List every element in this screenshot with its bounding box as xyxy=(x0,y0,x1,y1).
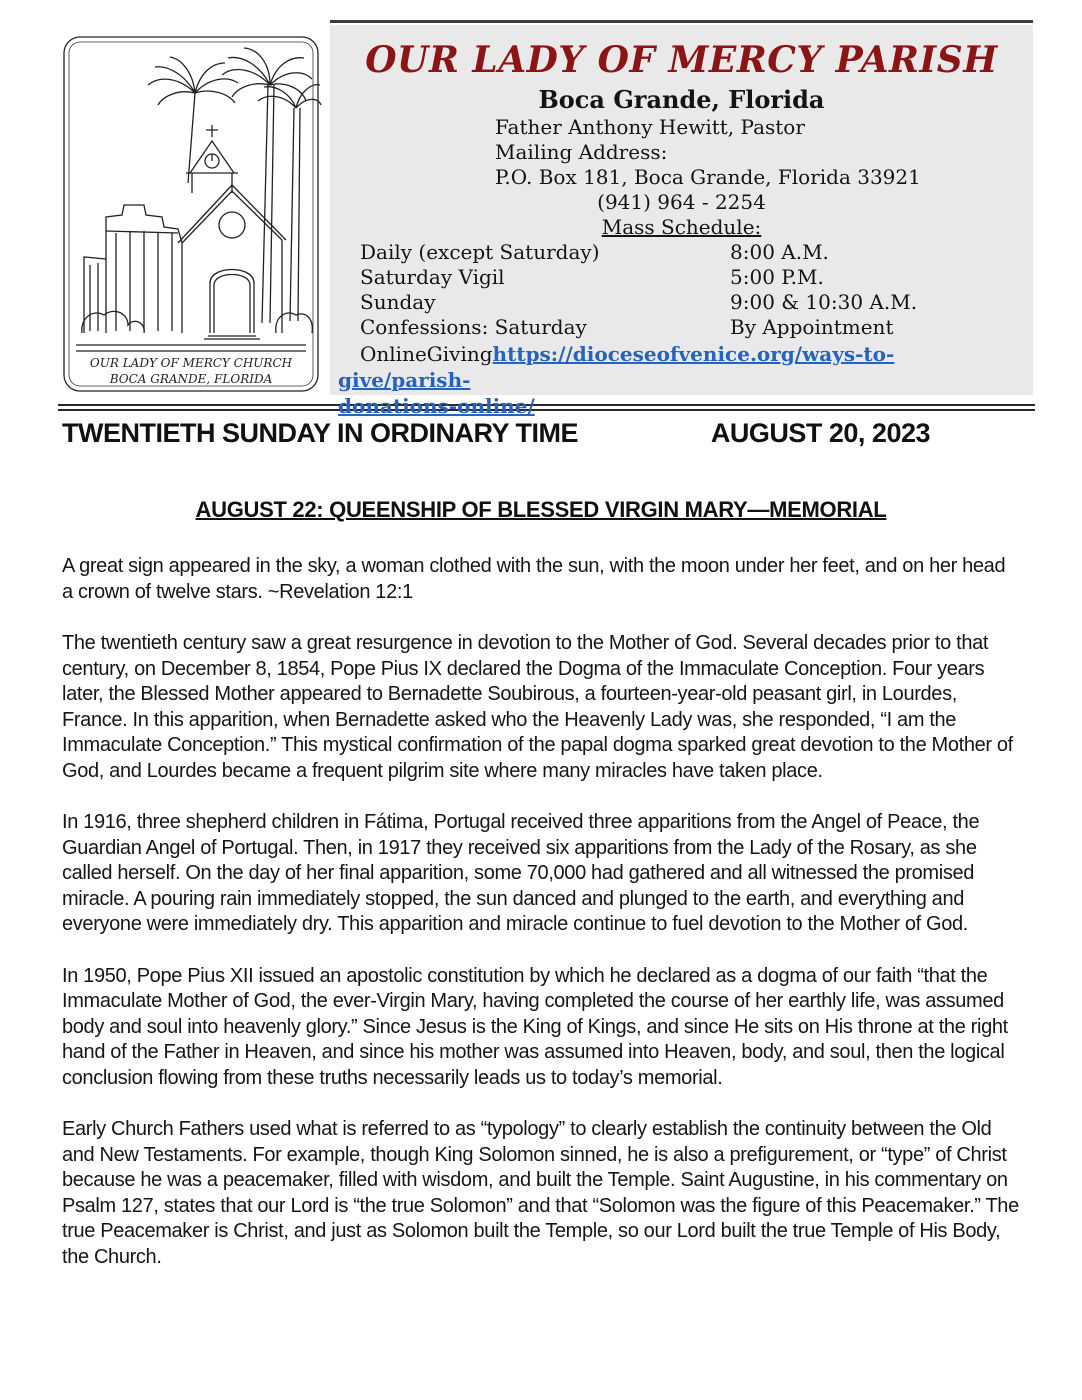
schedule-value: By Appointment xyxy=(730,315,894,339)
header-top-rule xyxy=(330,20,1033,23)
schedule-value: 5:00 P.M. xyxy=(730,265,824,289)
article-paragraph: Early Church Fathers used what is referred to as “typology” to clearly establish the continuity between the Old and New Testaments. For example, though King Solomon sinned, he is also a prefigurement, or “type” of Christ because he was a peacemaker, filled with wisdom, and built the Temple. Saint Augustine, in his commentary on Psalm 127, states that our Lord is “the true Solomon” and that “Solomon was the figure of this Peacemaker.” The true Peacemaker is Christ, and just as Solomon built the Temple, so our Lord built the true Temple of His Body, the Church. xyxy=(62,1118,1019,1268)
church-illustration xyxy=(60,33,322,395)
masthead xyxy=(62,418,1035,449)
bell-tower-icon xyxy=(186,125,238,193)
schedule-label: Confessions: Saturday xyxy=(360,315,587,339)
illustration-caption-line1: OUR LADY OF MERCY CHURCH xyxy=(89,356,293,370)
article-paragraph: The twentieth century saw a great resurgence in devotion to the Mother of God. Several decades prior to that century, on December 8, 1854, Pope Pius IX declared the Dogma of the Immaculate Conception. Four years later, the Blessed Mother appeared to Bernadette Soubirous, a fourteen-year-old peasant girl, in Lourdes, France. In this apparition, when Bernadette asked who the Heavenly Lady was, she responded, “I am the Immaculate Conception.” This mystical confirmation of the papal dogma sparked great devotion to the Mother of God, and Lourdes became a frequent pilgrim site where many miracles have taken place. xyxy=(62,632,1013,782)
article-paragraph: In 1916, three shepherd children in Fátima, Portugal received three apparitions from the Angel of Peace, the Guardian Angel of Portugal. Then, in 1917 they received six apparitions from the Lady of the Rosary, as she called herself. On the day of her final apparition, some 70,000 had gathered and all witnessed the promised miracle. A pouring rain immediately stopped, the sun danced and plunged to the earth, and everything and everyone were immediately dry. This apparition and miracle continue to fuel devotion to the Mother of God. xyxy=(62,811,980,935)
palm-tree-icon xyxy=(148,48,321,323)
bulletin-header xyxy=(0,0,1082,418)
online-giving-link-continued[interactable]: donations-online/ xyxy=(338,394,535,418)
article-paragraph: A great sign appeared in the sky, a woman clothed with the sun, with the moon under her feet, and on her head a crown of twelve stars. ~Revelation 12:1 xyxy=(62,555,1006,603)
schedule-value: 8:00 A.M. xyxy=(730,240,829,264)
bulletin-date: AUGUST 20, 2023 xyxy=(710,418,930,448)
schedule-row xyxy=(330,290,1033,315)
schedule-value: 9:00 & 10:30 A.M. xyxy=(730,290,918,314)
illustration-caption-line2: BOCA GRANDE, FLORIDA xyxy=(109,372,273,386)
mass-schedule-heading: Mass Schedule: xyxy=(601,215,762,239)
schedule-row xyxy=(330,315,1033,340)
schedule-label: Saturday Vigil xyxy=(360,265,505,289)
schedule-row xyxy=(330,240,1033,265)
schedule-label: Sunday xyxy=(360,290,436,314)
parish-info-panel xyxy=(330,25,1033,418)
sunday-title: TWENTIETH SUNDAY IN ORDINARY TIME xyxy=(62,418,579,448)
church-side-wing-icon xyxy=(84,205,182,333)
mailing-label: Mailing Address: xyxy=(495,140,668,164)
pastor-line: Father Anthony Hewitt, Pastor xyxy=(495,115,805,139)
online-giving-link[interactable]: https://dioceseofvenice.org/ways-to-give/parish- xyxy=(338,342,895,392)
schedule-label: Daily (except Saturday) xyxy=(360,240,600,264)
schedule-row xyxy=(330,265,1033,290)
parish-city: Boca Grande, Florida xyxy=(538,85,825,114)
parish-name: OUR LADY OF MERCY PARISH xyxy=(365,39,998,81)
online-giving-label: OnlineGiving xyxy=(360,342,493,366)
phone-number: (941) 964 - 2254 xyxy=(597,190,766,214)
article-heading: AUGUST 22: QUEENSHIP OF BLESSED VIRGIN MARY—MEMORIAL xyxy=(195,497,887,522)
ground-lines xyxy=(76,345,306,351)
online-giving-line xyxy=(330,341,1033,419)
article-paragraph: In 1950, Pope Pius XII issued an apostolic constitution by which he declared as a dogma of our faith “that the Immaculate Mother of God, the ever-Virgin Mary, having completed the course of her earthly life, was assumed body and soul into heavenly glory.” Since Jesus is the King of Kings, and since He sits on His throne at the right hand of the Father in Heaven, and since his mother was assumed into Heaven, body, and soul, then the logical conclusion flowing from these truths necessarily leads us to today’s memorial. xyxy=(62,964,1008,1089)
mailing-address: P.O. Box 181, Boca Grande, Florida 33921 xyxy=(495,165,921,189)
